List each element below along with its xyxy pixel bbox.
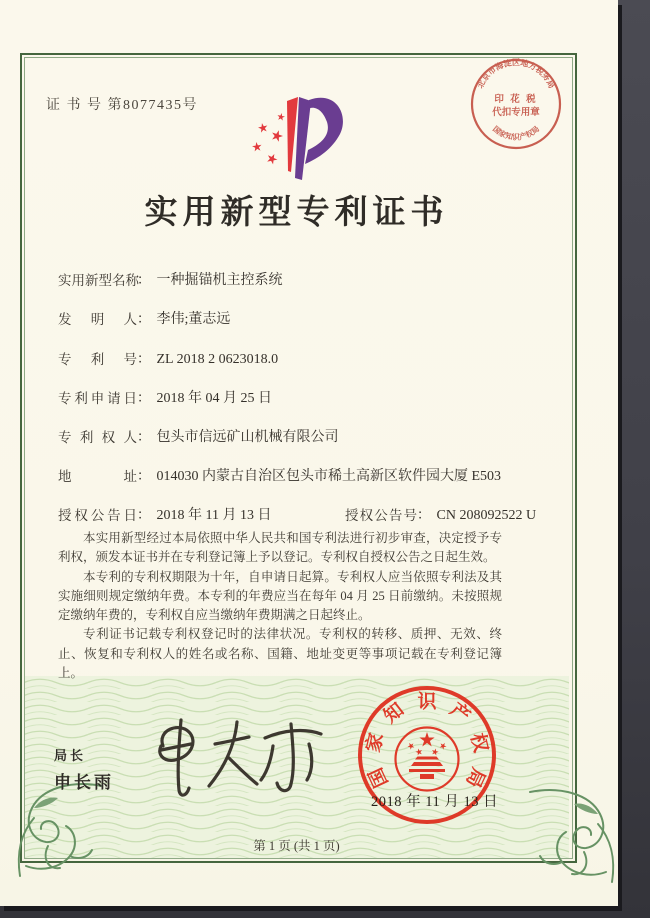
field-row-address bbox=[58, 464, 501, 485]
field-label: 授权公告号 bbox=[345, 508, 417, 523]
field-colon: ： bbox=[137, 351, 151, 366]
seal-date: 2018 年 11 月 13 日 bbox=[371, 794, 499, 810]
stamp-tax-seal bbox=[468, 56, 564, 152]
legal-paragraph-1: 本实用新型经过本局依照中华人民共和国专利法进行初步审查，决定授予专利权，颁发本证书并在专利登记簿上予以登记。专利权自授权公告之日起生效。 bbox=[58, 531, 502, 565]
field-value: 李伟;董志远 bbox=[156, 312, 231, 327]
tax-stamp-arc-bottom: 国家知识产权局 bbox=[490, 124, 542, 142]
patent-office-logo-icon bbox=[243, 92, 351, 184]
field-value: 包头市信远矿山机械有限公司 bbox=[156, 430, 339, 445]
field-colon: ： bbox=[417, 507, 431, 522]
field-value: 2018 年 11 月 13 日 bbox=[156, 508, 272, 523]
tax-stamp-line1: 印 花 税 bbox=[494, 95, 538, 105]
field-row-filing-date bbox=[58, 386, 272, 407]
field-label: 地址 bbox=[58, 469, 137, 484]
national-emblem-icon bbox=[396, 728, 459, 791]
signer-role: 局长 bbox=[54, 748, 87, 763]
field-label: 专利申请日 bbox=[58, 391, 137, 406]
signature-autograph bbox=[145, 712, 335, 807]
field-value: ZL 2018 2 0623018.0 bbox=[156, 352, 279, 367]
field-value: CN 208092522 U bbox=[436, 508, 537, 523]
field-value: 一种掘锚机主控系统 bbox=[156, 273, 283, 288]
legal-paragraph-2: 本专利的专利权期限为十年，自申请日起算。专利权人应当依照专利法及其实施细则规定缴纳年费。本专利的年费应当在每年 04 月 25 日前缴纳。未按照规定缴纳年费的，专利权自应当缴纳年费期满之日起终止。 bbox=[58, 569, 502, 623]
corner-flourish-right-icon bbox=[528, 786, 620, 884]
seal-char: 国 bbox=[365, 764, 393, 791]
tax-stamp-arc-top: 北京市海淀区地方税务局 bbox=[475, 58, 557, 90]
field-colon: ： bbox=[137, 311, 151, 326]
certificate-title: 实用新型专利证书 bbox=[144, 195, 449, 231]
field-colon: ： bbox=[137, 429, 151, 444]
field-row-inventor bbox=[58, 307, 230, 328]
field-colon: ： bbox=[137, 272, 151, 287]
field-label: 专利权人 bbox=[58, 430, 137, 445]
field-row-grant-number bbox=[345, 503, 536, 524]
page-footer: 第 1 页 (共 1 页) bbox=[253, 839, 340, 853]
seal-char: 识 bbox=[417, 691, 437, 713]
field-colon: ： bbox=[137, 507, 151, 522]
corner-flourish-left-icon bbox=[12, 780, 104, 878]
field-value: 014030 内蒙古自治区包头市稀土高新区软件园大厦 E503 bbox=[156, 469, 502, 484]
field-label: 发明人 bbox=[58, 312, 137, 327]
field-value: 2018 年 04 月 25 日 bbox=[156, 391, 272, 406]
field-colon: ： bbox=[137, 468, 151, 483]
signer-name: 申长雨 bbox=[54, 773, 114, 792]
seal-char: 产 bbox=[445, 699, 474, 728]
field-row-grant-date bbox=[58, 503, 271, 524]
svg-text:国家知识产权局 bbox=[491, 123, 542, 141]
field-label: 授权公告日 bbox=[58, 508, 137, 523]
field-colon: ： bbox=[137, 390, 151, 405]
tax-stamp-line2: 代扣专用章 bbox=[492, 108, 540, 118]
seal-char: 权 bbox=[466, 731, 492, 755]
seal-char: 家 bbox=[362, 731, 388, 755]
field-label: 实用新型名称 bbox=[58, 273, 139, 288]
certificate-number: 证 书 号 第8077435号 bbox=[46, 98, 198, 113]
field-row-patent-no bbox=[58, 347, 278, 368]
field-row-name bbox=[58, 268, 283, 289]
field-label: 专利号 bbox=[58, 352, 137, 367]
field-row-patentee bbox=[58, 425, 339, 446]
legal-paragraph-3: 专利证书记载专利权登记时的法律状况。专利权的转移、质押、无效、终止、恢复和专利权人的姓名或名称、国籍、地址变更等事项记载在专利登记簿上。 bbox=[58, 627, 502, 681]
seal-char: 局 bbox=[461, 764, 489, 791]
legal-text-block bbox=[58, 529, 502, 683]
svg-text:北京市海淀区地方税务局 bbox=[475, 57, 557, 90]
seal-char: 知 bbox=[380, 699, 409, 728]
